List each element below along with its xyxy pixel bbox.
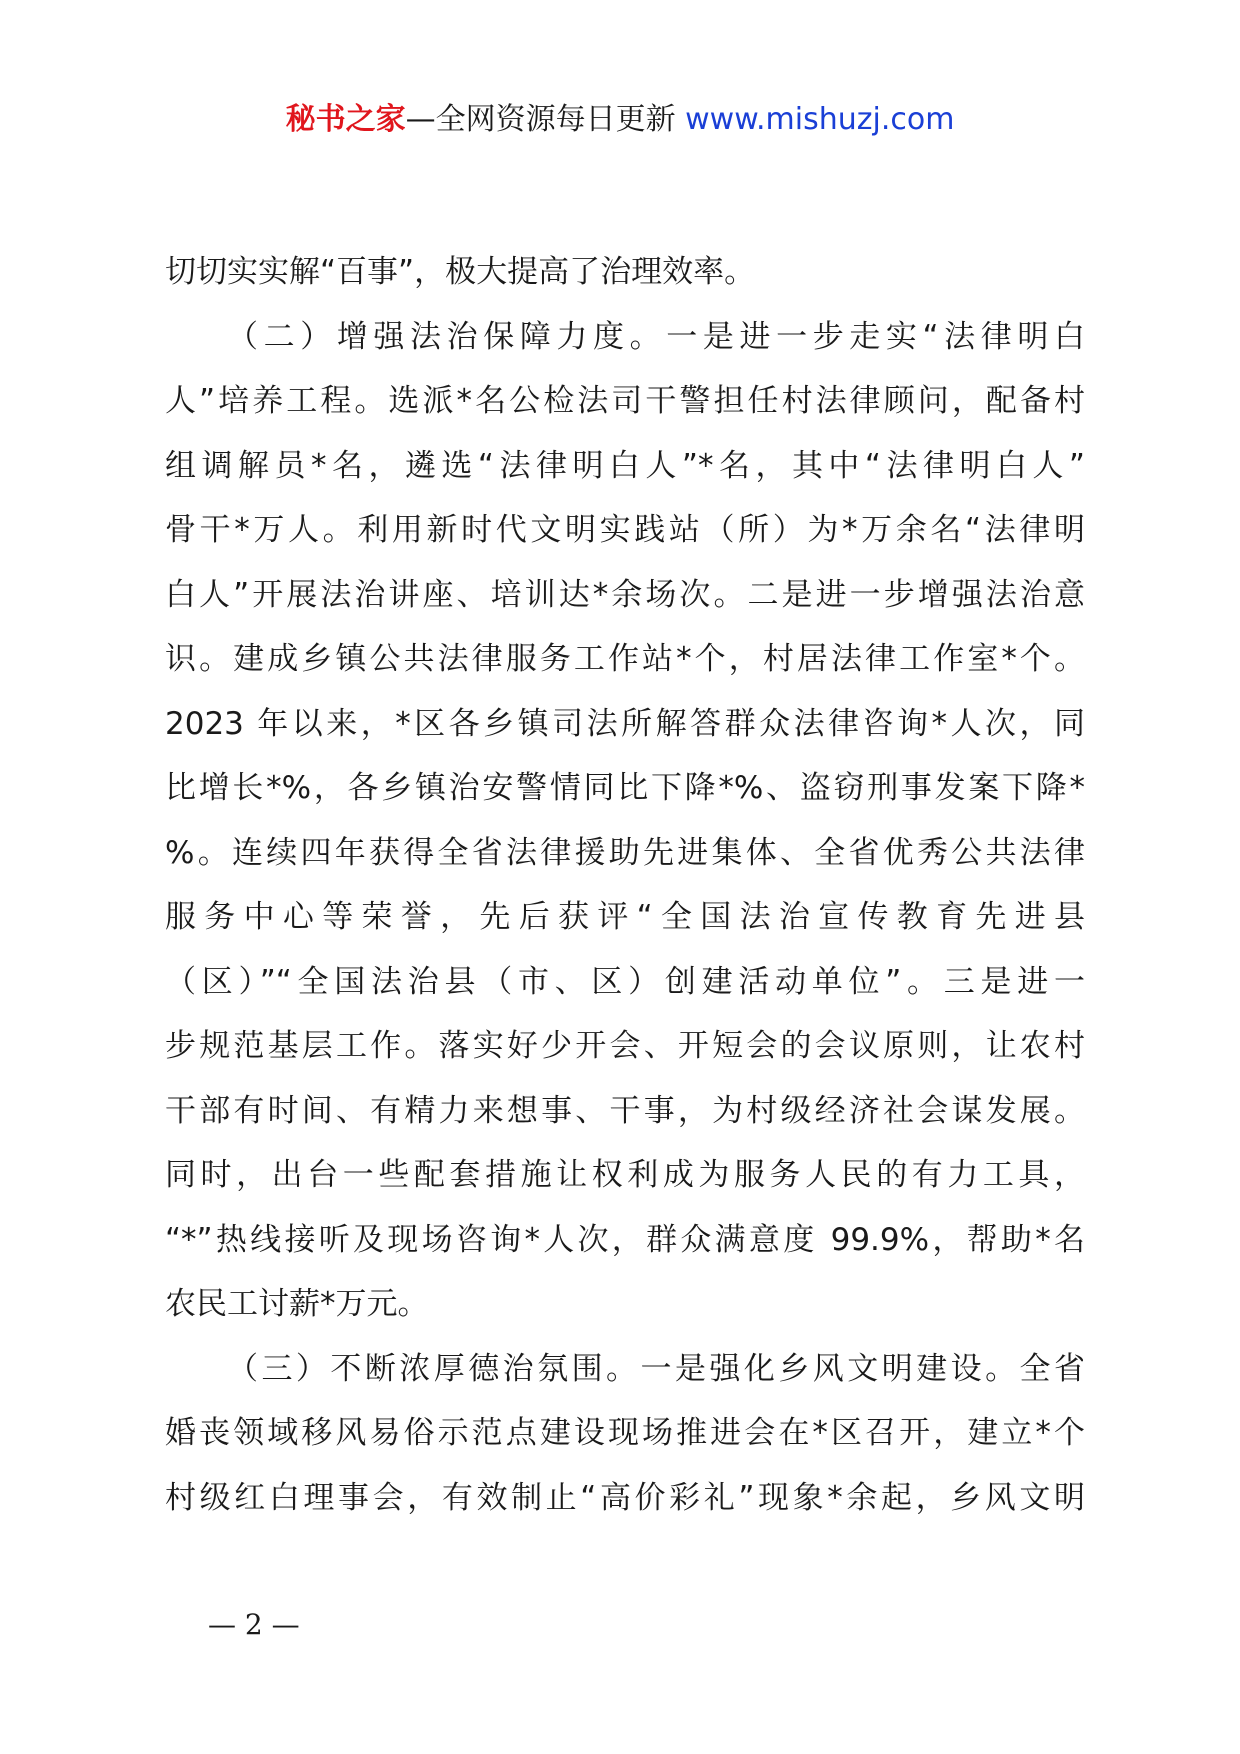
text-line: 步规范基层工作。落实好少开会、开短会的会议原则，让农村 (165, 1028, 1085, 1064)
text-line: 干部有时间、有精力来想事、干事，为村级经济社会谋发展。 (165, 1092, 1085, 1129)
text-line: 村级红白理事会，有效制止“高价彩礼”现象*余起，乡风文明 (165, 1479, 1085, 1516)
text-line: 比增长*%，各乡镇治安警情同比下降*%、盗窃刑事发案下降* (165, 770, 1085, 806)
text-line: 服务中心等荣誉，先后获评“全国法治宣传教育先进县 (165, 899, 1085, 935)
text-line: 白人”开展法治讲座、培训达*余场次。二是进一步增强法治意 (165, 576, 1085, 613)
section-heading-line: （三）不断浓厚德治氛围。一是强化乡风文明建设。全省 (227, 1350, 1085, 1387)
text-line: （区）”“全国法治县（市、区）创建活动单位”。三是进一 (165, 963, 1085, 1000)
document-body (165, 240, 1085, 1530)
text-line: 组调解员*名，遴选“法律明白人”*名，其中“法律明白人” (165, 447, 1085, 484)
text-line: “*”热线接听及现场咨询*人次，群众满意度 99.9%，帮助*名 (165, 1221, 1085, 1258)
text-line: 识。建成乡镇公共法律服务工作站*个，村居法律工作室*个。 (165, 641, 1085, 677)
text-line: 2023 年以来，*区各乡镇司法所解答群众法律咨询*人次，同 (165, 705, 1085, 742)
page-number: — 2 — (208, 1608, 300, 1641)
section-heading-line: （二）增强法治保障力度。一是进一步走实“法律明白 (227, 318, 1085, 355)
site-header (0, 98, 1240, 142)
text-line: %。连续四年获得全省法律援助先进集体、全省优秀公共法律 (165, 834, 1085, 871)
site-tagline: —全网资源每日更新 (405, 102, 686, 137)
site-url[interactable]: www.mishuzj.com (685, 102, 955, 137)
site-brand: 秘书之家 (285, 102, 406, 137)
text-line: 骨干*万人。利用新时代文明实践站（所）为*万余名“法律明 (165, 512, 1085, 548)
text-line: 同时，出台一些配套措施让权利成为服务人民的有力工具， (165, 1157, 1085, 1193)
text-line: 人”培养工程。选派*名公检法司干警担任村法律顾问，配备村 (165, 383, 1085, 419)
text-line: 农民工讨薪*万元。 (165, 1286, 429, 1322)
text-line: 切切实实解“百事”，极大提高了治理效率。 (165, 254, 756, 290)
text-line: 婚丧领域移风易俗示范点建设现场推进会在*区召开，建立*个 (165, 1415, 1085, 1451)
